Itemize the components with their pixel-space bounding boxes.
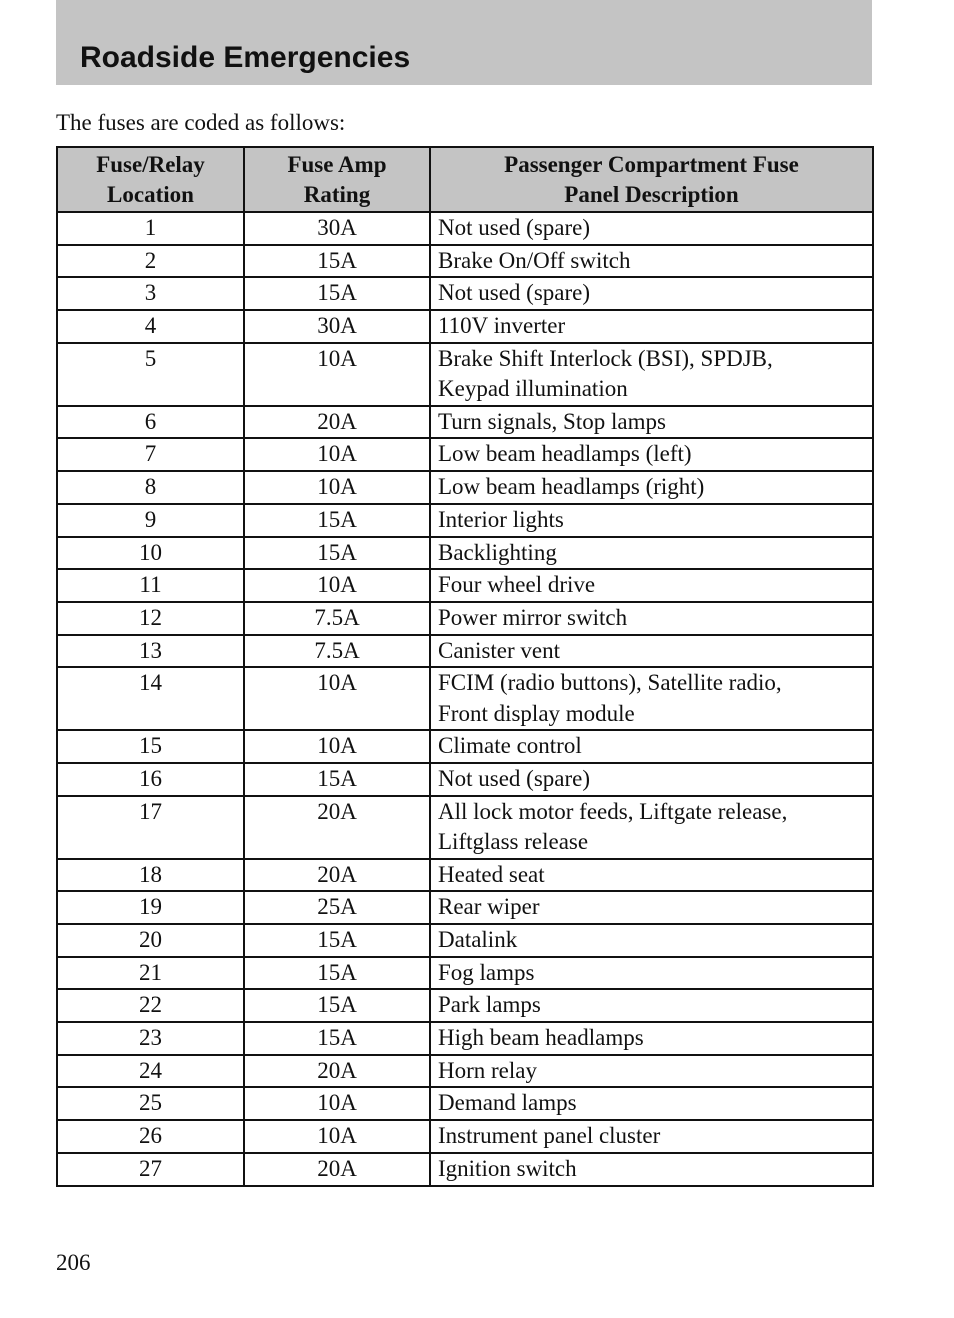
fuse-rating-cell: 15A xyxy=(244,277,430,310)
page-title: Roadside Emergencies xyxy=(80,41,411,74)
fuse-location-cell: 19 xyxy=(57,891,244,924)
fuse-location-cell: 13 xyxy=(57,635,244,668)
fuse-location-cell: 6 xyxy=(57,406,244,439)
table-row xyxy=(57,730,873,763)
fuse-description-cell xyxy=(430,406,873,439)
fuse-rating-cell: 15A xyxy=(244,989,430,1022)
fuse-location-cell: 3 xyxy=(57,277,244,310)
description-line: Instrument panel cluster xyxy=(438,1123,661,1149)
fuse-description-cell xyxy=(430,1087,873,1120)
table-row xyxy=(57,763,873,796)
fuse-description-cell xyxy=(430,1022,873,1055)
description-line: Horn relay xyxy=(438,1057,537,1083)
fuse-table xyxy=(56,146,874,1187)
fuse-location-cell: 18 xyxy=(57,859,244,892)
table-row xyxy=(57,989,873,1022)
table-row xyxy=(57,310,873,343)
fuse-rating-cell: 10A xyxy=(244,343,430,406)
fuse-rating-cell: 7.5A xyxy=(244,635,430,668)
page-number: 206 xyxy=(56,1250,91,1275)
fuse-description-cell xyxy=(430,891,873,924)
fuse-description-cell xyxy=(430,438,873,471)
description-line: Climate control xyxy=(438,733,582,759)
fuse-description-cell xyxy=(430,989,873,1022)
fuse-rating-cell: 15A xyxy=(244,245,430,278)
fuse-location-cell: 16 xyxy=(57,763,244,796)
table-row xyxy=(57,1120,873,1153)
fuse-rating-cell: 20A xyxy=(244,406,430,439)
description-line: Heated seat xyxy=(438,861,545,887)
description-line: Not used (spare) xyxy=(438,215,591,240)
description-line: Low beam headlamps (left) xyxy=(438,441,692,467)
fuse-description-cell xyxy=(430,635,873,668)
description-line: Front display module xyxy=(438,700,635,726)
description-line: Interior lights xyxy=(438,506,564,532)
fuse-description-cell xyxy=(430,471,873,504)
description-line: Backlighting xyxy=(438,539,557,565)
description-line: Demand lamps xyxy=(438,1090,577,1116)
fuse-description-cell xyxy=(430,504,873,537)
table-row xyxy=(57,1087,873,1120)
fuse-description-cell xyxy=(430,730,873,763)
table-row xyxy=(57,635,873,668)
description-line: Not used (spare) xyxy=(438,765,591,791)
fuse-rating-cell: 20A xyxy=(244,1055,430,1088)
description-line: Rear wiper xyxy=(438,894,540,920)
fuse-location-cell: 23 xyxy=(57,1022,244,1055)
table-row xyxy=(57,891,873,924)
fuse-location-cell: 4 xyxy=(57,310,244,343)
fuse-rating-cell: 20A xyxy=(244,796,430,859)
table-row xyxy=(57,667,873,730)
table-row xyxy=(57,569,873,602)
fuse-rating-cell: 20A xyxy=(244,859,430,892)
fuse-description-cell xyxy=(430,1120,873,1153)
table-row xyxy=(57,245,873,278)
description-line: Not used (spare) xyxy=(438,280,591,306)
header-fuse-amp-rating: Fuse Amp Rating xyxy=(244,147,430,212)
fuse-location-cell: 22 xyxy=(57,989,244,1022)
intro-text: The fuses are coded as follows: xyxy=(56,110,346,135)
fuse-location-cell: 20 xyxy=(57,924,244,957)
fuse-rating-cell: 10A xyxy=(244,730,430,763)
table-row xyxy=(57,212,873,245)
fuse-rating-cell: 15A xyxy=(244,957,430,990)
fuse-location-cell: 9 xyxy=(57,504,244,537)
fuse-rating-cell: 15A xyxy=(244,763,430,796)
fuse-description-cell xyxy=(430,957,873,990)
fuse-location-cell: 24 xyxy=(57,1055,244,1088)
fuse-rating-cell: 25A xyxy=(244,891,430,924)
table-row xyxy=(57,859,873,892)
description-line: Power mirror switch xyxy=(438,604,628,630)
fuse-location-cell: 11 xyxy=(57,569,244,602)
fuse-location-cell: 7 xyxy=(57,438,244,471)
table-row xyxy=(57,1153,873,1186)
fuse-rating-cell: 15A xyxy=(244,1022,430,1055)
fuse-description-cell xyxy=(430,537,873,570)
description-line: Canister vent xyxy=(438,637,560,663)
fuse-description-cell xyxy=(430,277,873,310)
fuse-location-cell: 15 xyxy=(57,730,244,763)
fuse-rating-cell: 10A xyxy=(244,1087,430,1120)
description-line: Four wheel drive xyxy=(438,572,596,598)
description-line: Brake Shift Interlock (BSI), SPDJB, xyxy=(438,345,773,371)
fuse-description-cell xyxy=(430,1153,873,1186)
description-line: Keypad illumination xyxy=(438,376,628,402)
description-line: Liftglass release xyxy=(438,829,589,855)
table-row xyxy=(57,277,873,310)
fuse-rating-cell: 10A xyxy=(244,667,430,730)
fuse-description-cell xyxy=(430,343,873,406)
fuse-description-cell xyxy=(430,569,873,602)
fuse-location-cell: 27 xyxy=(57,1153,244,1186)
fuse-description-cell xyxy=(430,924,873,957)
header-band xyxy=(56,0,872,85)
fuse-description-cell xyxy=(430,1055,873,1088)
table-row xyxy=(57,471,873,504)
fuse-location-cell: 8 xyxy=(57,471,244,504)
header-panel-description: Passenger Compartment Fuse Panel Description xyxy=(430,147,873,212)
table-row xyxy=(57,796,873,859)
fuse-table-body xyxy=(57,212,873,1186)
fuse-rating-cell: 7.5A xyxy=(244,602,430,635)
description-line: Ignition switch xyxy=(438,1155,577,1181)
table-header-row xyxy=(57,147,873,212)
description-line: High beam headlamps xyxy=(438,1025,644,1051)
fuse-description-cell xyxy=(430,859,873,892)
description-line: Fog lamps xyxy=(438,959,535,985)
fuse-rating-cell: 30A xyxy=(244,310,430,343)
fuse-rating-cell: 20A xyxy=(244,1153,430,1186)
table-row xyxy=(57,537,873,570)
fuse-rating-cell: 10A xyxy=(244,471,430,504)
fuse-location-cell: 17 xyxy=(57,796,244,859)
table-row xyxy=(57,924,873,957)
fuse-rating-cell: 15A xyxy=(244,504,430,537)
fuse-location-cell: 26 xyxy=(57,1120,244,1153)
description-line: Datalink xyxy=(438,927,518,952)
table-row xyxy=(57,406,873,439)
fuse-location-cell: 5 xyxy=(57,343,244,406)
header-fuse-relay-location: Fuse/Relay Location xyxy=(57,147,244,212)
fuse-location-cell: 2 xyxy=(57,245,244,278)
fuse-location-cell: 1 xyxy=(57,212,244,245)
description-line: 110V inverter xyxy=(438,313,566,339)
table-row xyxy=(57,957,873,990)
description-line: Low beam headlamps (right) xyxy=(438,474,705,500)
fuse-rating-cell: 10A xyxy=(244,438,430,471)
table-row xyxy=(57,1022,873,1055)
fuse-location-cell: 10 xyxy=(57,537,244,570)
fuse-description-cell xyxy=(430,667,873,730)
fuse-description-cell xyxy=(430,310,873,343)
fuse-rating-cell: 30A xyxy=(244,212,430,245)
description-line: Turn signals, Stop lamps xyxy=(438,408,666,434)
table-row xyxy=(57,1055,873,1088)
table-row xyxy=(57,504,873,537)
fuse-rating-cell: 15A xyxy=(244,924,430,957)
description-line: All lock motor feeds, Liftgate release, xyxy=(438,798,788,824)
table-row xyxy=(57,438,873,471)
fuse-location-cell: 25 xyxy=(57,1087,244,1120)
fuse-rating-cell: 15A xyxy=(244,537,430,570)
fuse-rating-cell: 10A xyxy=(244,569,430,602)
fuse-location-cell: 14 xyxy=(57,667,244,730)
fuse-description-cell xyxy=(430,245,873,278)
fuse-description-cell xyxy=(430,212,873,245)
description-line: FCIM (radio buttons), Satellite radio, xyxy=(438,670,782,696)
fuse-description-cell xyxy=(430,763,873,796)
fuse-location-cell: 21 xyxy=(57,957,244,990)
description-line: Park lamps xyxy=(438,992,541,1018)
fuse-rating-cell: 10A xyxy=(244,1120,430,1153)
description-line: Brake On/Off switch xyxy=(438,247,631,273)
fuse-description-cell xyxy=(430,796,873,859)
table-row xyxy=(57,343,873,406)
fuse-location-cell: 12 xyxy=(57,602,244,635)
fuse-description-cell xyxy=(430,602,873,635)
table-row xyxy=(57,602,873,635)
